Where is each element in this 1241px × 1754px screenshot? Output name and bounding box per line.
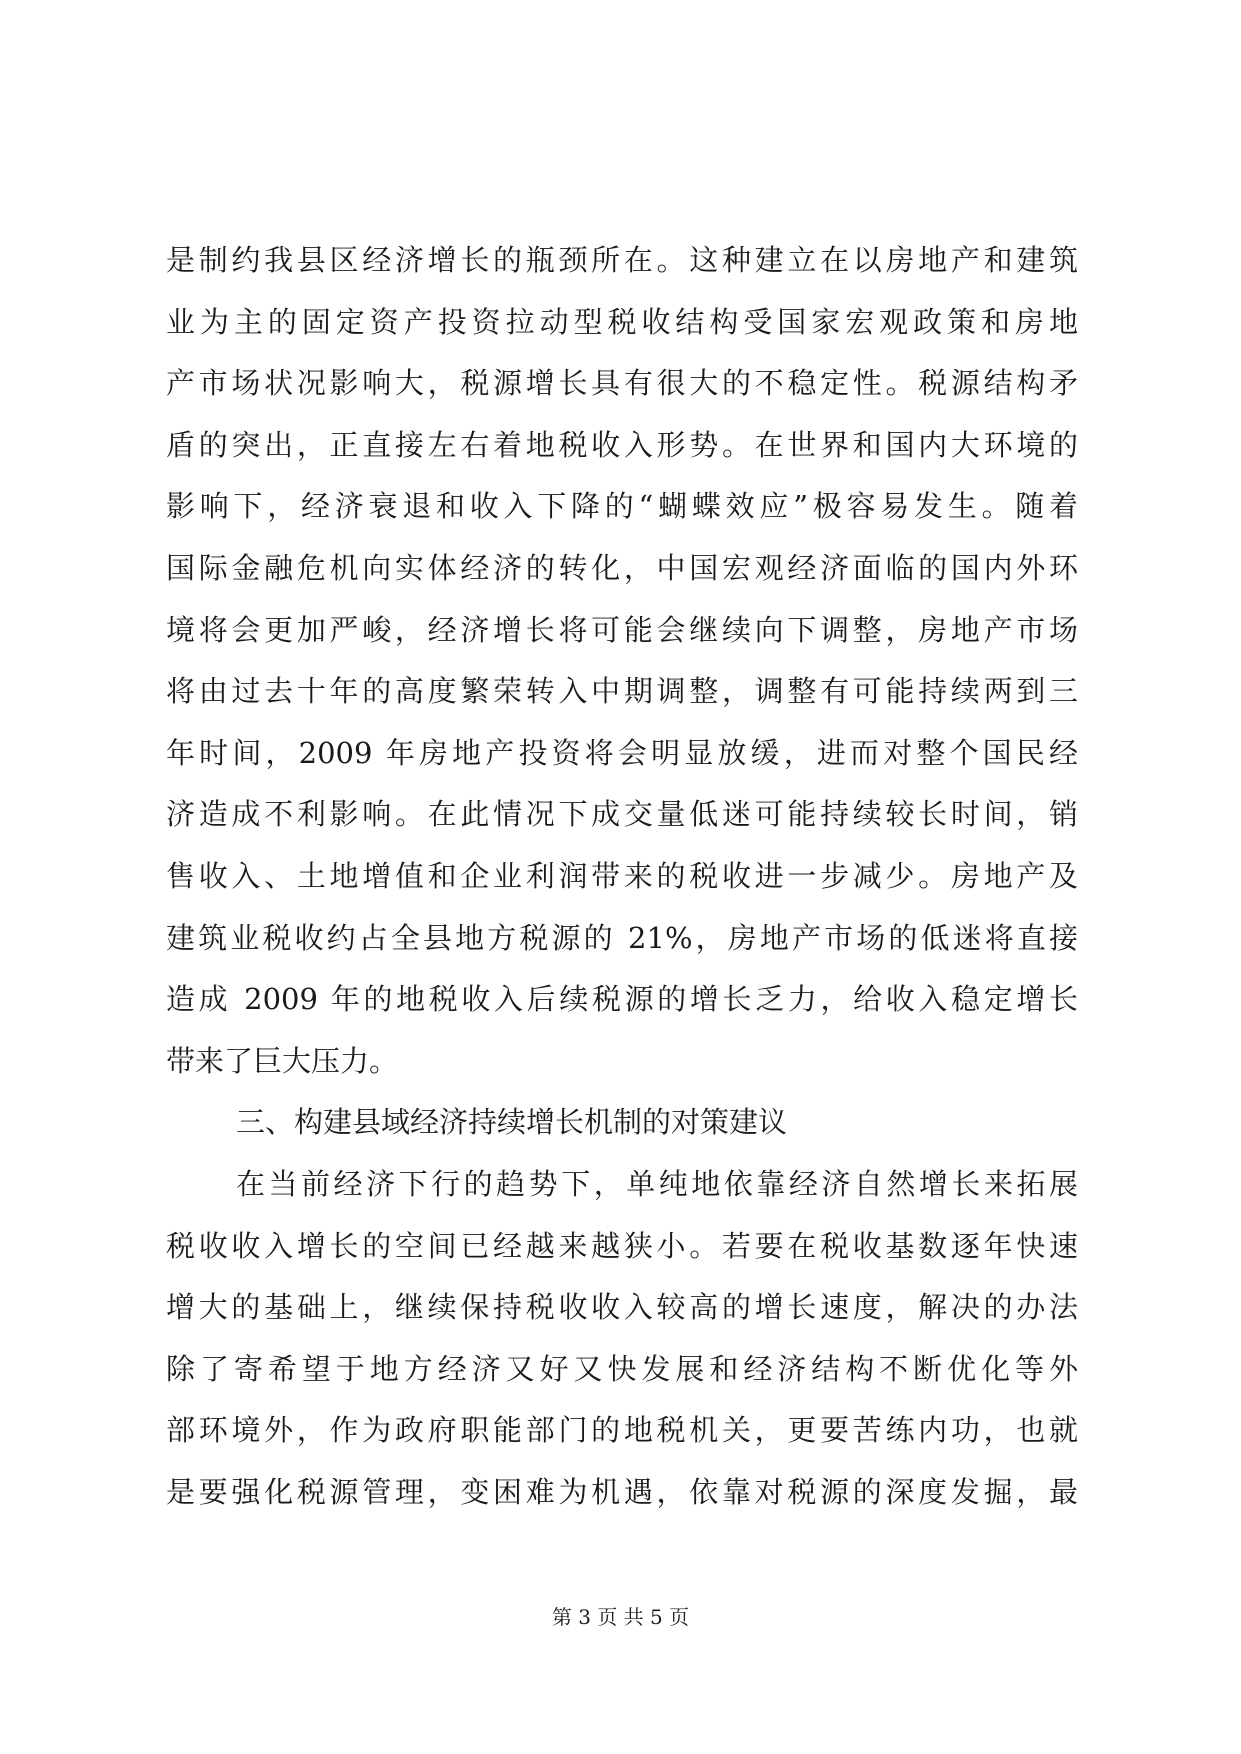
text-line: 部环境外，作为政府职能部门的地税机关，更要苦练内功，也就 xyxy=(166,1413,1078,1448)
text-line: 是要强化税源管理，变困难为机遇，依靠对税源的深度发掘，最 xyxy=(166,1474,1078,1509)
text-line: 影响下，经济衰退和收入下降的“蝴蝶效应”极容易发生。随着 xyxy=(166,489,1078,524)
text-line: 将由过去十年的高度繁荣转入中期调整，调整有可能持续两到三 xyxy=(166,674,1078,709)
text-line: 税收收入增长的空间已经越来越狭小。若要在税收基数逐年快速 xyxy=(166,1228,1078,1263)
text-line: 带来了巨大压力。 xyxy=(166,1043,399,1078)
section-heading: 三、构建县域经济持续增长机制的对策建议 xyxy=(236,1105,788,1140)
text-line: 除了寄希望于地方经济又好又快发展和经济结构不断优化等外 xyxy=(166,1351,1078,1386)
text-line: 境将会更加严峻，经济增长将可能会继续向下调整，房地产市场 xyxy=(166,612,1078,647)
text-line: 是制约我县区经济增长的瓶颈所在。这种建立在以房地产和建筑 xyxy=(166,243,1078,277)
text-line: 在当前经济下行的趋势下，单纯地依靠经济自然增长来拓展 xyxy=(236,1166,1078,1201)
text-line: 盾的突出，正直接左右着地税收入形势。在世界和国内大环境的 xyxy=(166,427,1078,462)
text-line: 业为主的固定资产投资拉动型税收结构受国家宏观政策和房地 xyxy=(166,304,1078,339)
text-line: 增大的基础上，继续保持税收收入较高的增长速度，解决的办法 xyxy=(166,1290,1078,1325)
document-body xyxy=(166,230,1078,1523)
text-line: 造成 2009 年的地税收入后续税源的增长乏力，给收入稳定增长 xyxy=(166,982,1078,1017)
text-line: 年时间，2009 年房地产投资将会明显放缓，进而对整个国民经 xyxy=(166,735,1078,770)
text-line: 产市场状况影响大，税源增长具有很大的不稳定性。税源结构矛 xyxy=(166,366,1078,401)
page-number: 第 3 页 共 5 页 xyxy=(551,1605,690,1629)
text-line: 建筑业税收约占全县地方税源的 21%，房地产市场的低迷将直接 xyxy=(166,920,1078,955)
text-line: 济造成不利影响。在此情况下成交量低迷可能持续较长时间，销 xyxy=(166,797,1078,832)
text-line: 售收入、土地增值和企业利润带来的税收进一步减少。房地产及 xyxy=(166,858,1078,893)
text-line: 国际金融危机向实体经济的转化，中国宏观经济面临的国内外环 xyxy=(166,550,1078,585)
